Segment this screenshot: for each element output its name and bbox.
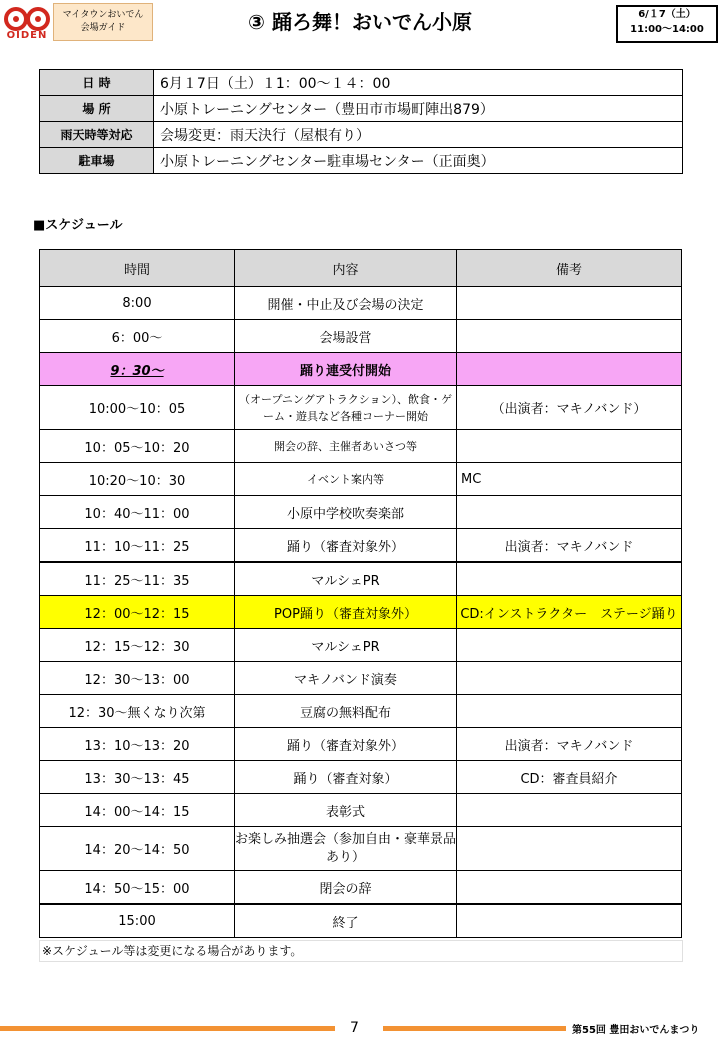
cell-content: マルシェPR [235,562,457,596]
cell-time: 10:00～10：05 [40,386,235,430]
footer-divider-left [0,1026,335,1031]
info-value: 小原トレーニングセンター（豊田市市場町陣出879） [154,96,683,122]
cell-content: 終了 [235,904,457,938]
cell-time: 14：00～14：15 [40,794,235,827]
cell-content: マルシェPR [235,629,457,662]
table-row [40,386,682,430]
event-info-table [39,69,683,174]
cell-time: 6：00～ [40,320,235,353]
column-header-content: 内容 [235,250,457,287]
info-row-datetime [40,70,683,96]
info-value: 6月１7日（土）１1：00～１４：00 [154,70,683,96]
page-number: 7 [350,1020,359,1036]
cell-time: 14：50～15：00 [40,871,235,905]
footer-event-name: 第55回 豊田おいでんまつり [572,1025,700,1036]
info-label: 場 所 [40,96,154,122]
logo-text: OIDEN [6,30,48,41]
cell-time: 12：00～12：15 [40,596,235,629]
cell-time: 8:00 [40,287,235,320]
table-row-highlight-yellow [40,596,682,629]
cell-note [457,827,682,871]
cell-note [457,662,682,695]
table-row [40,287,682,320]
cell-content: お楽しみ抽選会（参加自由・豪華景品あり） [235,827,457,871]
column-header-time: 時間 [40,250,235,287]
cell-time: 10：05～10：20 [40,430,235,463]
cell-note [457,287,682,320]
table-row [40,794,682,827]
schedule-change-note: ※スケジュール等は変更になる場合があります。 [39,940,683,962]
table-row [40,871,682,905]
info-label: 日 時 [40,70,154,96]
cell-time: 10:20～10：30 [40,463,235,496]
table-row [40,904,682,938]
date-line-1: 6/１7（土） [638,9,696,20]
cell-note [457,871,682,905]
cell-time: 11：10～11：25 [40,529,235,563]
table-row [40,496,682,529]
cell-content: （オープニングアトラクション）、飲食・ゲーム・遊具など各種コーナー開始 [235,386,457,430]
cell-note: （出演者：マキノバンド） [457,386,682,430]
venue-guide-label [53,3,153,41]
info-value: 小原トレーニングセンター駐車場センター（正面奥） [154,148,683,174]
column-header-note: 備考 [457,250,682,287]
cell-time: 13：10～13：20 [40,728,235,761]
cell-content: 会場設営 [235,320,457,353]
cell-content: 小原中学校吹奏楽部 [235,496,457,529]
cell-time: 12：30～無くなり次第 [40,695,235,728]
cell-time: 12：30～13：00 [40,662,235,695]
cell-note [457,496,682,529]
cell-note: MC [457,463,682,496]
info-value: 会場変更：雨天決行（屋根有り） [154,122,683,148]
cell-time: 13：30～13：45 [40,761,235,794]
cell-time: 9：30～ [40,353,235,386]
cell-note [457,562,682,596]
guide-line-2: 会場ガイド [80,23,126,33]
cell-note: CD：審査員紹介 [457,761,682,794]
cell-content: 踊り（審査対象外） [235,728,457,761]
info-row-rain [40,122,683,148]
cell-time: 15:00 [40,904,235,938]
cell-note [457,430,682,463]
cell-time: 14：20～14：50 [40,827,235,871]
cell-note [457,794,682,827]
cell-time: 11：25～11：35 [40,562,235,596]
cell-content: マキノバンド演奏 [235,662,457,695]
table-row [40,662,682,695]
cell-content: 踊り（審査対象） [235,761,457,794]
cell-note [457,695,682,728]
table-row [40,695,682,728]
table-row [40,463,682,496]
info-row-parking [40,148,683,174]
schedule-table [39,249,682,938]
table-row [40,529,682,563]
table-row [40,728,682,761]
cell-content: 踊り連受付開始 [235,353,457,386]
cell-note [457,320,682,353]
cell-note [457,629,682,662]
guide-line-1: マイタウンおいでん [62,10,144,20]
date-line-2: 11:00～14:00 [630,24,704,35]
cell-content: 開会の辞、主催者あいさつ等 [235,430,457,463]
cell-note [457,353,682,386]
table-row [40,827,682,871]
cell-content: 表彰式 [235,794,457,827]
schedule-heading: ■スケジュール [33,218,123,233]
footer-divider-right [383,1026,566,1031]
cell-time: 12：15～12：30 [40,629,235,662]
table-row [40,761,682,794]
page-title: ③ 踊ろ舞！おいでん小原 [248,10,472,34]
cell-content: イベント案内等 [235,463,457,496]
cell-time: 10：40～11：00 [40,496,235,529]
cell-content: 閉会の辞 [235,871,457,905]
cell-note: 出演者：マキノバンド [457,728,682,761]
info-label: 雨天時等対応 [40,122,154,148]
table-row-highlight-pink [40,353,682,386]
cell-note: 出演者：マキノバンド [457,529,682,563]
cell-note [457,904,682,938]
table-row [40,629,682,662]
cell-note: CD:インストラクター ステージ踊り [457,596,682,629]
cell-content: POP踊り（審査対象外） [235,596,457,629]
table-row [40,430,682,463]
cell-content: 豆腐の無料配布 [235,695,457,728]
info-label: 駐車場 [40,148,154,174]
date-badge [616,5,718,43]
table-row [40,320,682,353]
cell-content: 踊り（審査対象外） [235,529,457,563]
schedule-header-row [40,250,682,287]
cell-content: 開催・中止及び会場の決定 [235,287,457,320]
table-row [40,562,682,596]
info-row-place [40,96,683,122]
